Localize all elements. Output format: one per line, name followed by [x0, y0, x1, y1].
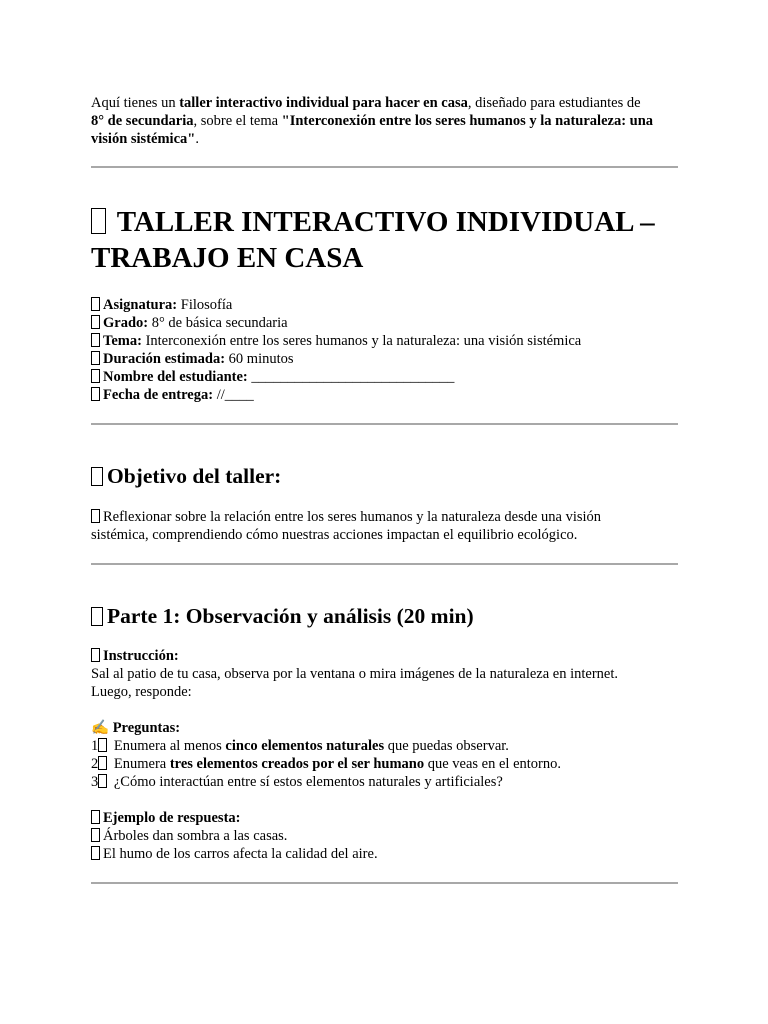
info-value: 60 minutos	[225, 351, 294, 367]
info-label: Asignatura:	[103, 297, 178, 313]
missing-glyph-icon	[91, 208, 106, 234]
example-text: El humo de los carros afecta la calidad del aire.	[103, 846, 378, 862]
title-line-1: TALLER INTERACTIVO INDIVIDUAL –	[116, 206, 655, 238]
missing-glyph-icon	[91, 509, 100, 523]
part1-heading	[91, 603, 681, 629]
writing-hand-icon: ✍	[91, 720, 110, 736]
keycap-icon	[98, 774, 107, 788]
question-item	[91, 737, 681, 755]
missing-glyph-icon	[91, 607, 103, 626]
info-label: Grado:	[103, 315, 149, 331]
missing-glyph-icon	[91, 315, 100, 329]
title-line-2: TRABAJO EN CASA	[91, 242, 364, 274]
intro-bold-topic: "Interconexión entre los seres humanos y la naturaleza: una visión sistémica"	[91, 113, 654, 147]
missing-glyph-icon	[91, 351, 100, 365]
info-value: //____	[213, 387, 254, 403]
info-row-topic	[91, 332, 681, 350]
question-bold: cinco elementos naturales	[225, 738, 385, 754]
info-label: Tema:	[103, 333, 142, 349]
intro-text: , diseñado para estudiantes de	[467, 95, 641, 111]
question-number: 1	[91, 738, 99, 754]
missing-glyph-icon	[91, 846, 100, 860]
intro-bold-workshop: taller interactivo individual para hacer en casa	[179, 95, 468, 111]
intro-text: .	[195, 131, 199, 147]
info-row-subject	[91, 296, 681, 314]
info-value: Filosofía	[177, 297, 233, 313]
questions-label	[91, 719, 681, 737]
missing-glyph-icon	[91, 810, 100, 824]
keycap-icon	[98, 738, 107, 752]
missing-glyph-icon	[91, 297, 100, 311]
example-item	[91, 827, 681, 845]
question-item	[91, 773, 681, 791]
missing-glyph-icon	[91, 828, 100, 842]
intro-paragraph	[91, 94, 681, 148]
intro-text: , sobre el tema	[193, 113, 282, 129]
objective-body: Reflexionar sobre la relación entre los seres humanos y la naturaleza desde una visión sistémica, comprendiendo cómo nuestras acciones impactan el equilibrio ecológico.	[91, 509, 602, 543]
info-value: Interconexión entre los seres humanos y la naturaleza: una visión sistémica	[141, 333, 582, 349]
part1-heading-text: Parte 1: Observación y análisis (20 min)	[107, 604, 474, 628]
question-text: ¿Cómo interactúan entre sí estos elementos naturales y artificiales?	[110, 774, 503, 790]
missing-glyph-icon	[91, 333, 100, 347]
info-label: Fecha de entrega:	[103, 387, 214, 403]
questions-label-text: Preguntas:	[112, 720, 181, 736]
instruction-line-2: Luego, responde:	[91, 684, 192, 700]
question-text: que puedas observar.	[384, 738, 509, 754]
divider	[91, 423, 678, 425]
page-title	[91, 204, 681, 276]
divider	[91, 563, 678, 565]
missing-glyph-icon	[91, 387, 100, 401]
info-list	[91, 296, 681, 404]
info-row-grade	[91, 314, 681, 332]
question-bold: tres elementos creados por el ser humano	[169, 756, 425, 772]
question-number: 2	[91, 756, 99, 772]
missing-glyph-icon	[91, 467, 103, 486]
info-row-student-name	[91, 368, 681, 386]
document-content	[91, 94, 681, 884]
divider	[91, 882, 678, 884]
question-item	[91, 755, 681, 773]
divider	[91, 166, 678, 168]
question-text: Enumera al menos	[110, 738, 226, 754]
question-text: Enumera	[110, 756, 170, 772]
objective-text	[91, 508, 651, 544]
missing-glyph-icon	[91, 369, 100, 383]
question-text: que veas en el entorno.	[424, 756, 562, 772]
instruction-label	[91, 647, 681, 665]
intro-text: Aquí tienes un	[91, 95, 180, 111]
example-item	[91, 845, 681, 863]
example-label	[91, 809, 681, 827]
info-row-duration	[91, 350, 681, 368]
info-label: Duración estimada:	[103, 351, 226, 367]
example-text: Árboles dan sombra a las casas.	[103, 828, 288, 844]
instruction-line-1: Sal al patio de tu casa, observa por la ventana o mira imágenes de la naturaleza en internet.	[91, 666, 619, 682]
info-row-due-date	[91, 386, 681, 404]
question-number: 3	[91, 774, 99, 790]
intro-bold-grade: 8° de secundaria	[91, 113, 194, 129]
keycap-icon	[98, 756, 107, 770]
objective-heading	[91, 463, 681, 489]
info-value: 8° de básica secundaria	[148, 315, 288, 331]
missing-glyph-icon	[91, 648, 100, 662]
objective-heading-text: Objetivo del taller:	[107, 464, 282, 488]
info-value: ____________________________	[247, 369, 455, 385]
info-label: Nombre del estudiante:	[103, 369, 248, 385]
example-label-text: Ejemplo de respuesta:	[103, 810, 241, 826]
instruction-label-text: Instrucción:	[103, 648, 179, 664]
